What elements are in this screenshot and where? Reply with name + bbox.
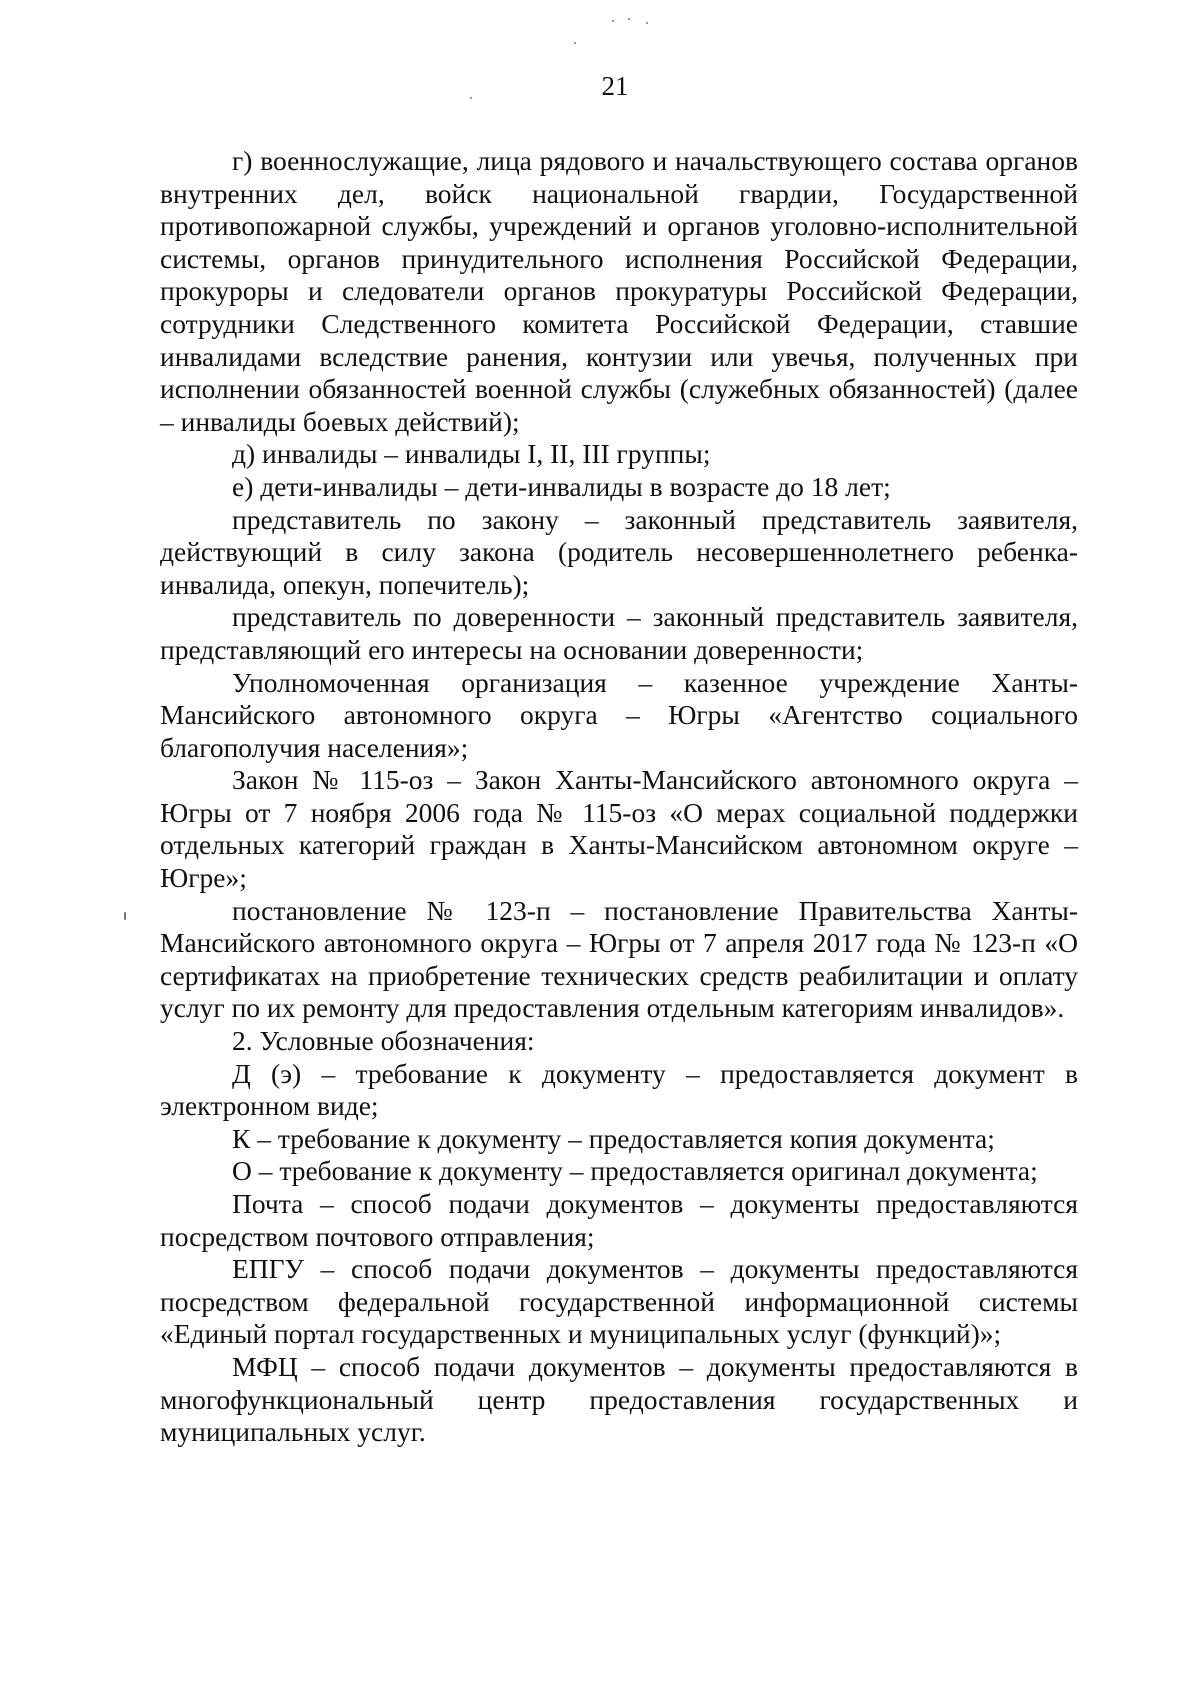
scan-speck <box>124 912 126 920</box>
document-body <box>160 145 1078 1449</box>
paragraph-resolution-123: постановление № 123-п – постановление Правительства Ханты-Мансийского автономного округа – Югры от 7 апреля 2017 года № 123-п «О сертификатах на приобретение технических средств реабилитации и оплату услуг по их ремонту для предоставления отдельным категориям инвалидов». <box>160 894 1078 1024</box>
page-number: 21 <box>601 71 629 101</box>
scan-speck <box>612 20 614 22</box>
section-heading-notations: 2. Условные обозначения: <box>232 1025 535 1057</box>
paragraph-legal-representative: представитель по закону – законный представитель заявителя, действующий в силу закона (родитель несовершеннолетнего ребенка-инвалида, опекун, попечитель); <box>160 503 1078 600</box>
paragraph-law-115: Закон № 115-оз – Закон Ханты-Мансийского автономного округа – Югры от 7 ноября 2006 года № 115-оз «О мерах социальной поддержки отдельных категорий граждан в Ханты-Мансийском автономном округе – Югре»; <box>160 764 1078 894</box>
paragraph-notation-mail: Почта – способ подачи документов – документы предоставляются посредством почтового отправления; <box>160 1188 1078 1252</box>
paragraph-proxy-representative: представитель по доверенности – законный представитель заявителя, представляющий его интересы на основании доверенности; <box>160 601 1078 665</box>
paragraph-notation-original: О – требование к документу – предоставляется оригинал документа; <box>232 1155 1038 1187</box>
scan-speck <box>628 18 630 20</box>
paragraph-notation-electronic: Д (э) – требование к документу – предоставляется документ в электронном виде; <box>160 1057 1078 1122</box>
paragraph-notation-epgu: ЕПГУ – способ подачи документов – документы предоставляются посредством федеральной государственной информационной системы «Единый портал государственных и муниципальных услуг (функций)»; <box>160 1253 1078 1350</box>
paragraph-notation-mfc: МФЦ – способ подачи документов – документы предоставляются в многофункциональный центр предоставления государственных и муниципальных услуг. <box>160 1350 1078 1448</box>
paragraph-authorized-organization: Уполномоченная организация – казенное учреждение Ханты-Мансийского автономного округа – Югры «Агентство социального благополучия населения»; <box>160 666 1078 763</box>
paragraph-disabled-children: е) дети-инвалиды – дети-инвалиды в возрасте до 18 лет; <box>232 470 891 502</box>
paragraph-notation-copy: К – требование к документу – предоставляется копия документа; <box>232 1122 995 1154</box>
scan-speck <box>574 42 576 44</box>
scan-speck <box>646 22 648 24</box>
paragraph-disabled-groups: д) инвалиды – инвалиды I, II, III группы; <box>232 438 711 470</box>
paragraph-military-disabled: г) военнослужащие, лица рядового и начальствующего состава органов внутренних дел, войск национальной гвардии, Государственной противопожарной службы, учреждений и органов уголовно-исполнительной системы, органов принудительного исполнения Российской Федерации, прокуроры и следователи органов прокуратуры Российской Федерации, сотрудники Следственного комитета Российской Федерации, ставшие инвалидами вследствие ранения, контузии или увечья, полученных при исполнении обязанностей военной службы (служебных обязанностей) (далее – инвалиды боевых действий); <box>160 145 1078 437</box>
